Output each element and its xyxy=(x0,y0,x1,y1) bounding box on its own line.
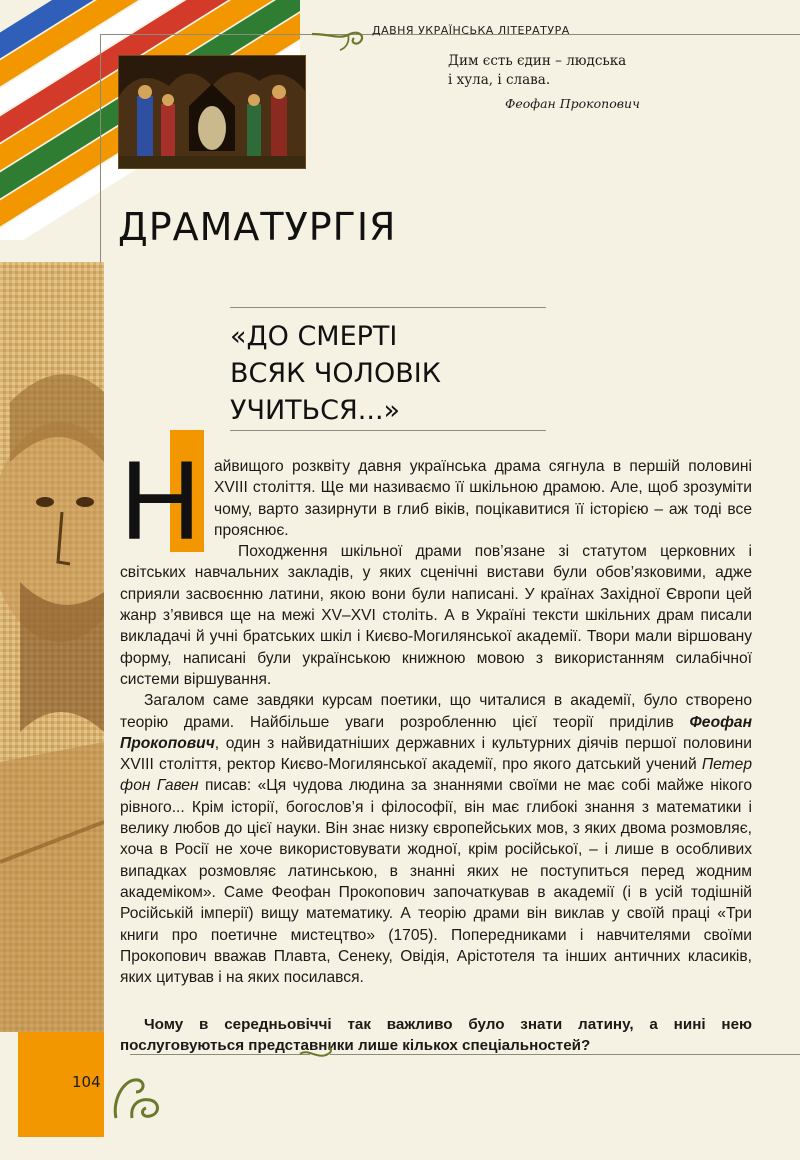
subtitle-rule-top xyxy=(230,307,546,308)
chapter-subtitle xyxy=(230,318,441,429)
footer-rule xyxy=(130,1054,310,1055)
drop-cap-letter: Н xyxy=(120,438,201,563)
footer-ornament-icon xyxy=(298,1046,334,1064)
running-header: ДАВНЯ УКРАЇНСЬКА ЛІТЕРАТУРА xyxy=(372,24,570,37)
fleuron-icon xyxy=(110,1070,170,1126)
body-text xyxy=(120,438,752,988)
review-question: Чому в середньовіччі так важливо було знати латину, а нині нею послуговуються представники лише кількох спеціальностей? xyxy=(120,1016,752,1054)
paragraph xyxy=(120,690,752,988)
paragraph-text: Загалом саме завдяки курсам поетики, що читалися в академії, було створено теорію драми. Найбільше уваги розробленню цієї теорії приділив xyxy=(120,692,752,731)
epigraph-line: Дим єсть єдин – людська xyxy=(448,53,627,69)
person-name: Петер фон Гавен xyxy=(120,756,752,795)
nativity-icon-image xyxy=(118,55,306,169)
paragraph: Походження шкільної драми пов’язане зі статутом церковних і світських навчальних закладів, у яких сценічні вистави були обов’язковими, адже сприяли засвоєнню латини, якою вони були написані. У країнах Західної Європи цей жанр з’явився ще на межі XV–XVI століть. А в Україні тексти шкільних драм писали викладачі й учні братських шкіл і Києво-Могилянської академії. Твори мали віршовану форму, написані були українською книжною мовою з використанням силабічної системи віршування. xyxy=(120,543,752,688)
paragraph-text: писав: «Ця чудова людина за знаннями своїми не має собі майже нікого рівного... Крім історії, богослов’я і філософії, він має глибокі знання з математики і велику любов до цієї науки. Він знає низку європейських мов, з яких двома розмовляє, хоча в Росії не хоче використовувати жодної, крім російської, – і лише в особливих випадках розмовляє латинською, в знанні яких не поступиться перед жодним академіком». Саме Феофан Прокопович започаткував в академії (і в усій тодішній Російській імперії) вищу математику. А теорію драми він виклав у своїй праці «Три книги про поетичне мистецтво» (1705). Попередниками і навчителями своїми Прокопович вважав Плавта, Сенеку, Овідія, Арістотеля та інших античних класиків, яких цитував і на яких посилався. xyxy=(120,777,752,987)
epigraph-line: і хула, і слава. xyxy=(448,72,551,88)
footer-rule xyxy=(330,1054,800,1055)
subtitle-line: УЧИТЬСЯ...» xyxy=(230,395,401,426)
frame-rule xyxy=(100,34,101,264)
paragraph-text: , один з найвидатніших державних і культурних діячів першої половини XVIII століття, ректор Києво-Могилянської академії, про якого датський учений xyxy=(120,734,752,774)
subtitle-rule-bottom xyxy=(230,430,546,431)
subtitle-line: ВСЯК ЧОЛОВІК xyxy=(230,358,441,389)
mosaic-image xyxy=(0,262,104,1032)
section-title: ДРАМАТУРГІЯ xyxy=(118,205,397,250)
ornament-icon xyxy=(310,30,370,60)
person-name: Феофан Прокопович xyxy=(120,713,752,752)
drop-cap xyxy=(120,438,208,563)
epigraph xyxy=(448,52,626,90)
paragraph: айвищого розквіту давня українська драма сягнула в першій половині XVIII століття. Ще ми називаємо її шкільною драмою. Але, щоб зрозуміти чому, варто зазирнути в глиб віків, поцікавитися її історією – аж тоді все прояснює. xyxy=(214,458,752,539)
page-number: 104 xyxy=(72,1073,101,1091)
epigraph-author: Феофан Прокопович xyxy=(505,96,640,111)
subtitle-line: «ДО СМЕРТІ xyxy=(230,321,398,352)
